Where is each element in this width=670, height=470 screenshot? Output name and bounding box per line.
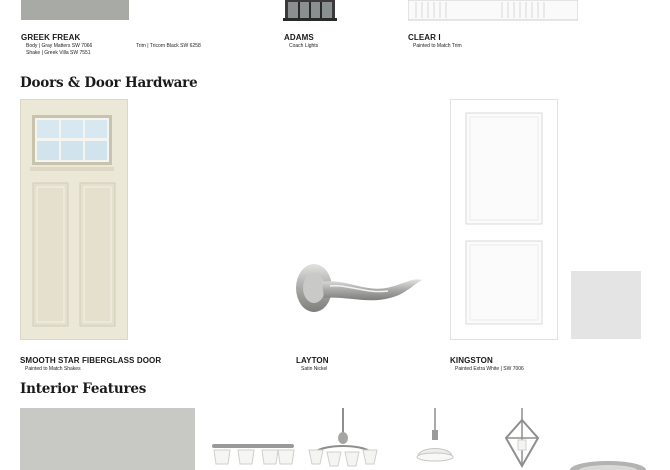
interior-door-detail: Painted Extra White | SW 7006 bbox=[455, 366, 524, 372]
doors-section-heading: Doors & Door Hardware bbox=[20, 75, 198, 91]
vanity-light-image bbox=[210, 436, 296, 470]
front-door-name: SMOOTH STAR FIBERGLASS DOOR bbox=[20, 356, 162, 365]
door-hardware-name: LAYTON bbox=[296, 356, 329, 365]
garage-door-image bbox=[408, 0, 578, 21]
door-lever-image bbox=[294, 260, 426, 318]
coach-light-image bbox=[282, 0, 338, 22]
trim-color-label: Trim | Tricorn Black SW 6258 bbox=[136, 43, 201, 49]
garage-door-name: CLEAR I bbox=[408, 33, 441, 42]
paint-scheme-name: GREEK FREAK bbox=[21, 33, 81, 42]
interior-section-heading: Interior Features bbox=[20, 381, 147, 397]
lantern-light-image bbox=[498, 408, 546, 470]
wall-paint-swatch bbox=[20, 408, 195, 470]
interior-door-image bbox=[450, 99, 558, 340]
lighting-name: ADAMS bbox=[284, 33, 314, 42]
garage-door-detail: Painted to Match Trim bbox=[413, 43, 462, 49]
front-door-detail: Painted to Match Shakes bbox=[25, 366, 81, 372]
flush-mount-light-image bbox=[568, 456, 648, 470]
paint-swatch bbox=[21, 0, 129, 20]
body-color-label: Body | Gray Matters SW 7066 bbox=[26, 43, 93, 49]
chandelier-image bbox=[305, 408, 381, 470]
front-door-image bbox=[20, 99, 128, 340]
interior-door-name: KINGSTON bbox=[450, 356, 493, 365]
pendant-light-image bbox=[410, 408, 460, 470]
interior-door-paint-swatch bbox=[571, 271, 641, 339]
lighting-detail: Coach Lights bbox=[289, 43, 319, 49]
shake-color-label: Shake | Greek Villa SW 7551 bbox=[26, 50, 91, 56]
door-hardware-detail: Satin Nickel bbox=[301, 366, 328, 372]
